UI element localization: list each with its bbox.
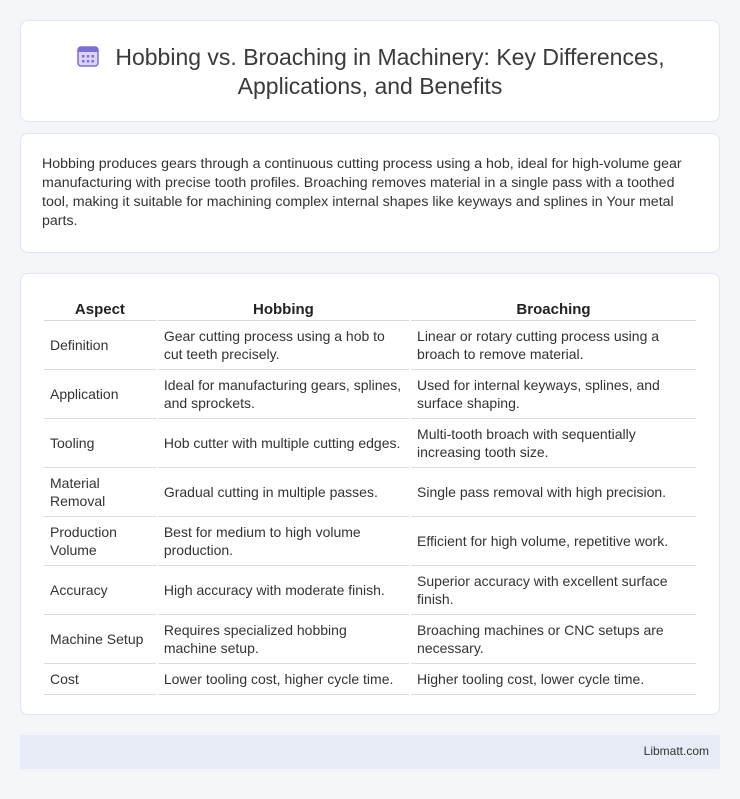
row-aspect: Material Removal (44, 468, 156, 517)
footer (20, 735, 720, 769)
row-hobbing: Hob cutter with multiple cutting edges. (158, 419, 409, 468)
row-aspect: Cost (44, 664, 156, 695)
row-broaching: Higher tooling cost, lower cycle time. (411, 664, 696, 695)
row-broaching: Used for internal keyways, splines, and surface shaping. (411, 370, 696, 419)
intro-text: Hobbing produces gears through a continuous cutting process using a hob, ideal for high-volume gear manufacturing with precise tooth profiles. Broaching removes material in a single pass with a toothed tool, making it suitable for machining complex internal shapes like keyways and splines in Your metal parts. (42, 156, 682, 229)
row-aspect: Tooling (44, 419, 156, 468)
row-broaching: Linear or rotary cutting process using a broach to remove material. (411, 321, 696, 370)
table-row (44, 419, 696, 468)
row-aspect: Machine Setup (44, 615, 156, 664)
row-hobbing: Gear cutting process using a hob to cut teeth precisely. (158, 321, 409, 370)
header-broaching: Broaching (411, 295, 696, 321)
row-aspect: Definition (44, 321, 156, 370)
table-row (44, 321, 696, 370)
row-hobbing: Lower tooling cost, higher cycle time. (158, 664, 409, 695)
row-broaching: Superior accuracy with excellent surface finish. (411, 566, 696, 615)
row-hobbing: Best for medium to high volume production. (158, 517, 409, 566)
header-hobbing: Hobbing (158, 295, 409, 321)
table-row (44, 468, 696, 517)
calendar-icon (75, 43, 101, 69)
intro-card (20, 133, 720, 253)
row-aspect: Production Volume (44, 517, 156, 566)
row-hobbing: Requires specialized hobbing machine setup. (158, 615, 409, 664)
row-aspect: Accuracy (44, 566, 156, 615)
header-aspect: Aspect (44, 295, 156, 321)
row-hobbing: Gradual cutting in multiple passes. (158, 468, 409, 517)
table-row (44, 370, 696, 419)
page-title: Hobbing vs. Broaching in Machinery: Key Differences, Applications, and Benefits (115, 44, 665, 99)
row-aspect: Application (44, 370, 156, 419)
row-hobbing: Ideal for manufacturing gears, splines, and sprockets. (158, 370, 409, 419)
table-row (44, 664, 696, 695)
table-row (44, 517, 696, 566)
footer-brand-link[interactable]: Libmatt.com (643, 744, 709, 758)
row-hobbing: High accuracy with moderate finish. (158, 566, 409, 615)
row-broaching: Broaching machines or CNC setups are necessary. (411, 615, 696, 664)
row-broaching: Single pass removal with high precision. (411, 468, 696, 517)
row-broaching: Efficient for high volume, repetitive work. (411, 517, 696, 566)
table-row (44, 566, 696, 615)
table-header-row (44, 295, 696, 321)
comparison-card (20, 273, 720, 715)
comparison-table (42, 295, 698, 695)
title-card (20, 20, 720, 122)
page-title-block (21, 43, 719, 101)
row-broaching: Multi-tooth broach with sequentially increasing tooth size. (411, 419, 696, 468)
table-row (44, 615, 696, 664)
